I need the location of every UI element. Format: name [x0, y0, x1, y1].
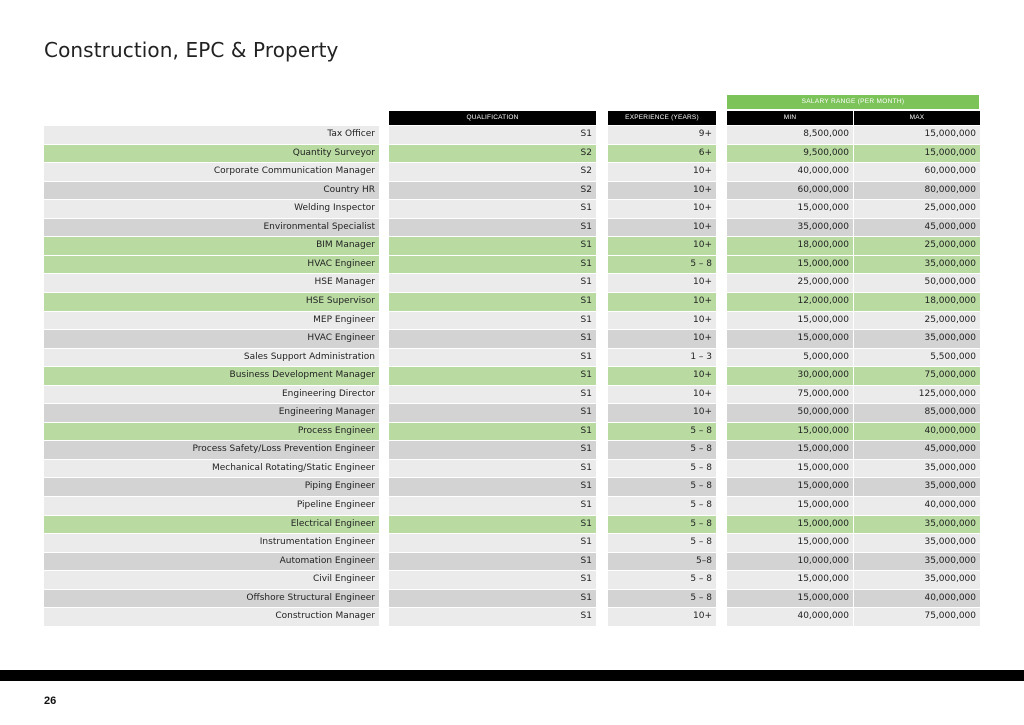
min-salary-cell: 15,000,000	[727, 497, 853, 515]
max-salary-cell: 35,000,000	[854, 553, 980, 571]
job-title-cell: Piping Engineer	[44, 478, 379, 496]
experience-cell: 10+	[608, 182, 716, 200]
qualification-cell: S1	[389, 367, 596, 385]
job-title-cell: Instrumentation Engineer	[44, 534, 379, 552]
min-salary-cell: 25,000,000	[727, 274, 853, 292]
experience-cell: 9+	[608, 126, 716, 144]
max-salary-cell: 45,000,000	[854, 219, 980, 237]
table-row	[0, 516, 1024, 534]
job-title-cell: Mechanical Rotating/Static Engineer	[44, 460, 379, 478]
max-salary-cell: 35,000,000	[854, 478, 980, 496]
qualification-cell: S2	[389, 182, 596, 200]
table-row	[0, 386, 1024, 404]
table-row	[0, 534, 1024, 552]
experience-cell: 5–8	[608, 553, 716, 571]
qualification-cell: S1	[389, 274, 596, 292]
min-salary-cell: 8,500,000	[727, 126, 853, 144]
max-salary-cell: 50,000,000	[854, 274, 980, 292]
qualification-cell: S1	[389, 200, 596, 218]
table-row	[0, 163, 1024, 181]
max-salary-cell: 125,000,000	[854, 386, 980, 404]
table-row	[0, 590, 1024, 608]
min-salary-cell: 15,000,000	[727, 516, 853, 534]
job-title-cell: Environmental Specialist	[44, 219, 379, 237]
job-title-cell: HVAC Engineer	[44, 330, 379, 348]
job-title-cell: Engineering Director	[44, 386, 379, 404]
qualification-cell: S1	[389, 293, 596, 311]
min-salary-cell: 60,000,000	[727, 182, 853, 200]
experience-cell: 5 – 8	[608, 460, 716, 478]
job-title-cell: MEP Engineer	[44, 312, 379, 330]
max-salary-cell: 35,000,000	[854, 571, 980, 589]
job-title-cell: HSE Supervisor	[44, 293, 379, 311]
table-row	[0, 497, 1024, 515]
max-salary-cell: 35,000,000	[854, 516, 980, 534]
salary-range-header: SALARY RANGE (PER MONTH)	[727, 95, 979, 109]
qualification-cell: S1	[389, 534, 596, 552]
max-salary-cell: 40,000,000	[854, 497, 980, 515]
max-salary-cell: 15,000,000	[854, 126, 980, 144]
experience-cell: 1 – 3	[608, 349, 716, 367]
experience-cell: 10+	[608, 293, 716, 311]
qualification-cell: S2	[389, 163, 596, 181]
experience-cell: 10+	[608, 312, 716, 330]
max-salary-cell: 85,000,000	[854, 404, 980, 422]
table-row	[0, 478, 1024, 496]
qualification-cell: S2	[389, 145, 596, 163]
max-salary-cell: 35,000,000	[854, 534, 980, 552]
min-salary-cell: 50,000,000	[727, 404, 853, 422]
min-salary-cell: 15,000,000	[727, 256, 853, 274]
qualification-cell: S1	[389, 441, 596, 459]
table-row	[0, 182, 1024, 200]
table-row	[0, 200, 1024, 218]
job-title-cell: Quantity Surveyor	[44, 145, 379, 163]
job-title-cell: BIM Manager	[44, 237, 379, 255]
max-salary-cell: 25,000,000	[854, 237, 980, 255]
footer-bar	[0, 670, 1024, 681]
min-salary-cell: 15,000,000	[727, 478, 853, 496]
max-salary-cell: 35,000,000	[854, 330, 980, 348]
min-salary-cell: 15,000,000	[727, 590, 853, 608]
qualification-cell: S1	[389, 219, 596, 237]
job-title-cell: Process Safety/Loss Prevention Engineer	[44, 441, 379, 459]
table-row	[0, 404, 1024, 422]
table-row	[0, 330, 1024, 348]
min-salary-cell: 15,000,000	[727, 312, 853, 330]
table-row	[0, 367, 1024, 385]
table-row	[0, 312, 1024, 330]
job-title-cell: HSE Manager	[44, 274, 379, 292]
experience-cell: 10+	[608, 608, 716, 626]
qualification-cell: S1	[389, 386, 596, 404]
qualification-cell: S1	[389, 460, 596, 478]
qualification-cell: S1	[389, 478, 596, 496]
experience-cell: 5 – 8	[608, 571, 716, 589]
job-title-cell: Construction Manager	[44, 608, 379, 626]
page-title: Construction, EPC & Property	[44, 38, 339, 62]
qualification-cell: S1	[389, 330, 596, 348]
max-salary-cell: 60,000,000	[854, 163, 980, 181]
max-salary-cell: 40,000,000	[854, 423, 980, 441]
max-salary-cell: 35,000,000	[854, 256, 980, 274]
qualification-cell: S1	[389, 608, 596, 626]
min-salary-cell: 40,000,000	[727, 163, 853, 181]
min-column-header: MIN	[727, 111, 853, 125]
job-title-cell: Pipeline Engineer	[44, 497, 379, 515]
min-salary-cell: 75,000,000	[727, 386, 853, 404]
page-number: 26	[44, 695, 57, 707]
job-title-cell: Corporate Communication Manager	[44, 163, 379, 181]
max-column-header: MAX	[854, 111, 980, 125]
max-salary-cell: 25,000,000	[854, 312, 980, 330]
experience-cell: 6+	[608, 145, 716, 163]
job-title-cell: Tax Officer	[44, 126, 379, 144]
table-row	[0, 219, 1024, 237]
min-salary-cell: 12,000,000	[727, 293, 853, 311]
table-row	[0, 145, 1024, 163]
job-title-cell: Automation Engineer	[44, 553, 379, 571]
qualification-cell: S1	[389, 423, 596, 441]
qualification-cell: S1	[389, 237, 596, 255]
table-row	[0, 460, 1024, 478]
table-row	[0, 349, 1024, 367]
job-title-cell: Process Engineer	[44, 423, 379, 441]
job-title-cell: Engineering Manager	[44, 404, 379, 422]
qualification-cell: S1	[389, 590, 596, 608]
experience-cell: 5 – 8	[608, 423, 716, 441]
experience-cell: 5 – 8	[608, 590, 716, 608]
qualification-cell: S1	[389, 571, 596, 589]
min-salary-cell: 15,000,000	[727, 200, 853, 218]
qualification-cell: S1	[389, 349, 596, 367]
min-salary-cell: 15,000,000	[727, 571, 853, 589]
job-title-cell: Offshore Structural Engineer	[44, 590, 379, 608]
max-salary-cell: 45,000,000	[854, 441, 980, 459]
qualification-cell: S1	[389, 126, 596, 144]
qualification-cell: S1	[389, 404, 596, 422]
min-salary-cell: 15,000,000	[727, 441, 853, 459]
qualification-cell: S1	[389, 516, 596, 534]
table-row	[0, 274, 1024, 292]
job-title-cell: Business Development Manager	[44, 367, 379, 385]
job-title-cell: Electrical Engineer	[44, 516, 379, 534]
experience-cell: 5 – 8	[608, 534, 716, 552]
qualification-column-header: QUALIFICATION	[389, 111, 596, 125]
job-title-cell: Civil Engineer	[44, 571, 379, 589]
job-title-cell: Welding Inspector	[44, 200, 379, 218]
min-salary-cell: 15,000,000	[727, 423, 853, 441]
experience-cell: 10+	[608, 237, 716, 255]
qualification-cell: S1	[389, 497, 596, 515]
experience-cell: 10+	[608, 200, 716, 218]
min-salary-cell: 15,000,000	[727, 534, 853, 552]
min-salary-cell: 35,000,000	[727, 219, 853, 237]
experience-cell: 5 – 8	[608, 441, 716, 459]
table-row	[0, 571, 1024, 589]
qualification-cell: S1	[389, 312, 596, 330]
table-row	[0, 237, 1024, 255]
table-row	[0, 553, 1024, 571]
table-row	[0, 256, 1024, 274]
job-title-cell: Country HR	[44, 182, 379, 200]
max-salary-cell: 40,000,000	[854, 590, 980, 608]
experience-cell: 10+	[608, 386, 716, 404]
min-salary-cell: 18,000,000	[727, 237, 853, 255]
table-row	[0, 608, 1024, 626]
table-row	[0, 441, 1024, 459]
experience-cell: 10+	[608, 404, 716, 422]
experience-cell: 10+	[608, 219, 716, 237]
experience-cell: 5 – 8	[608, 256, 716, 274]
max-salary-cell: 5,500,000	[854, 349, 980, 367]
max-salary-cell: 75,000,000	[854, 367, 980, 385]
table-row	[0, 423, 1024, 441]
qualification-cell: S1	[389, 553, 596, 571]
min-salary-cell: 15,000,000	[727, 330, 853, 348]
min-salary-cell: 15,000,000	[727, 460, 853, 478]
min-salary-cell: 40,000,000	[727, 608, 853, 626]
max-salary-cell: 18,000,000	[854, 293, 980, 311]
min-salary-cell: 30,000,000	[727, 367, 853, 385]
experience-cell: 5 – 8	[608, 516, 716, 534]
max-salary-cell: 35,000,000	[854, 460, 980, 478]
experience-cell: 5 – 8	[608, 478, 716, 496]
job-title-cell: Sales Support Administration	[44, 349, 379, 367]
max-salary-cell: 80,000,000	[854, 182, 980, 200]
min-salary-cell: 5,000,000	[727, 349, 853, 367]
min-salary-cell: 9,500,000	[727, 145, 853, 163]
experience-column-header: EXPERIENCE (YEARS)	[608, 111, 716, 125]
job-title-cell: HVAC Engineer	[44, 256, 379, 274]
min-salary-cell: 10,000,000	[727, 553, 853, 571]
experience-cell: 10+	[608, 367, 716, 385]
max-salary-cell: 75,000,000	[854, 608, 980, 626]
qualification-cell: S1	[389, 256, 596, 274]
table-row	[0, 293, 1024, 311]
table-row	[0, 126, 1024, 144]
experience-cell: 10+	[608, 330, 716, 348]
experience-cell: 5 – 8	[608, 497, 716, 515]
max-salary-cell: 25,000,000	[854, 200, 980, 218]
max-salary-cell: 15,000,000	[854, 145, 980, 163]
experience-cell: 10+	[608, 274, 716, 292]
experience-cell: 10+	[608, 163, 716, 181]
